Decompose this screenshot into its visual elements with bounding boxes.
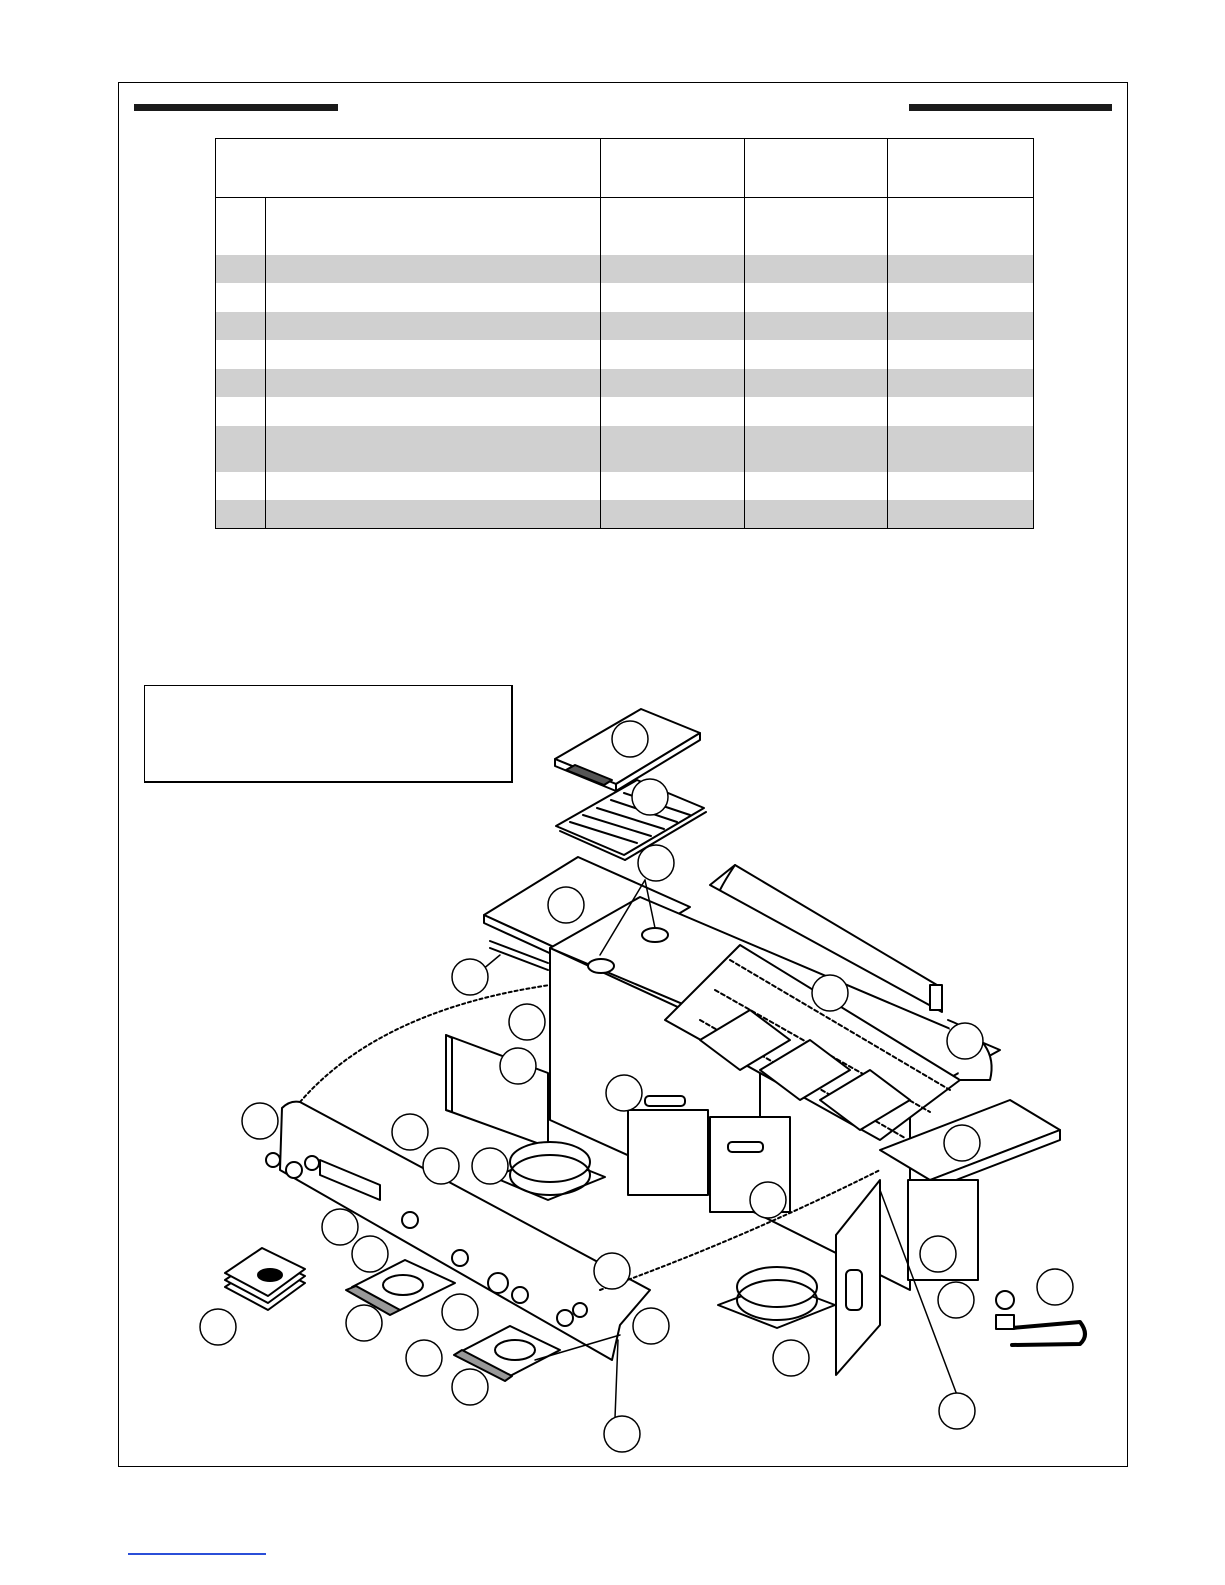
callout-circle xyxy=(750,1182,786,1218)
callout-circle xyxy=(548,887,584,923)
callout-circle xyxy=(920,1236,956,1272)
left-door xyxy=(446,1035,548,1147)
callout-circle xyxy=(604,1416,640,1452)
callout-circle xyxy=(1037,1269,1073,1305)
callout-circle xyxy=(938,1282,974,1318)
callout-circle xyxy=(509,1004,545,1040)
callout-circle xyxy=(352,1236,388,1272)
callout-circle xyxy=(472,1148,508,1184)
callout-circle xyxy=(392,1114,428,1150)
callout-circle xyxy=(633,1308,669,1344)
callout-circle xyxy=(638,845,674,881)
callout-circle xyxy=(812,975,848,1011)
callout-circle xyxy=(452,1369,488,1405)
callout-circle xyxy=(606,1075,642,1111)
callout-circle xyxy=(442,1294,478,1330)
callout-circle xyxy=(406,1340,442,1376)
callout-circle xyxy=(594,1253,630,1289)
side-burner-grate xyxy=(556,780,706,860)
gas-hose xyxy=(996,1291,1085,1345)
callout-circle xyxy=(242,1103,278,1139)
callout-circle xyxy=(200,1309,236,1345)
callout-circle xyxy=(773,1340,809,1376)
callout-circle xyxy=(939,1393,975,1429)
callout-circle xyxy=(346,1305,382,1341)
callout-circle xyxy=(944,1125,980,1161)
callout-circle xyxy=(322,1209,358,1245)
callout-circle xyxy=(947,1023,983,1059)
callout-circle xyxy=(612,721,648,757)
right-drip-pan xyxy=(718,1267,835,1328)
callout-circle xyxy=(500,1048,536,1084)
callout-circle xyxy=(423,1148,459,1184)
left-drip-pan xyxy=(493,1142,605,1200)
callout-circle xyxy=(452,959,488,995)
burner-covers xyxy=(225,1248,305,1310)
footer-link[interactable] xyxy=(128,1553,266,1555)
callout-circle xyxy=(632,779,668,815)
